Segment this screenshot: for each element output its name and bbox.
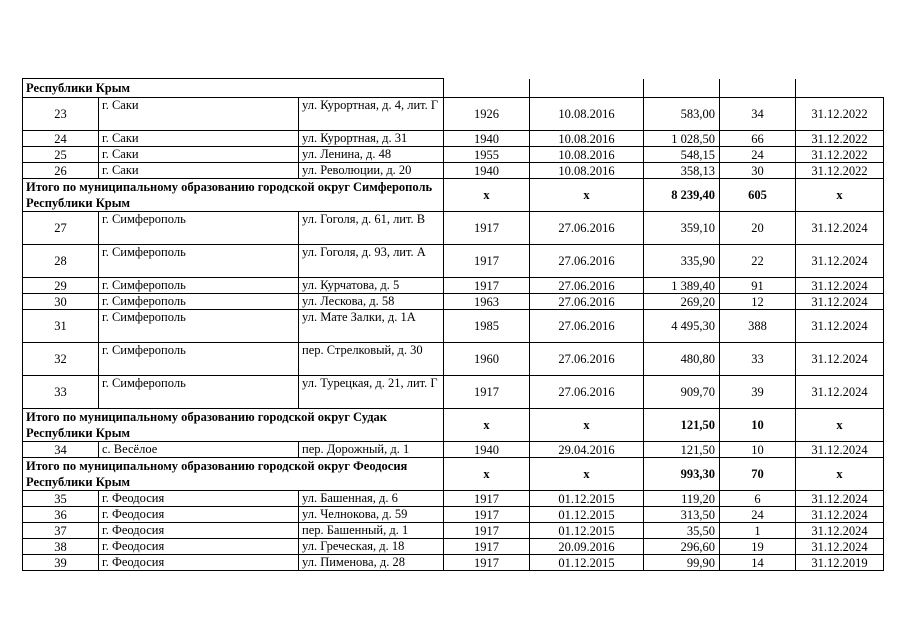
table-row [23, 343, 884, 376]
row-area: 583,00 [644, 98, 720, 131]
subtotal-area: 121,50 [644, 409, 720, 442]
row-settlement: г. Феодосия [99, 555, 299, 571]
row-area: 359,10 [644, 212, 720, 245]
row-settlement: г. Саки [99, 147, 299, 163]
table-row [23, 310, 884, 343]
row-count: 20 [720, 212, 796, 245]
row-number: 24 [23, 131, 99, 147]
row-settlement: г. Феодосия [99, 491, 299, 507]
row-count: 19 [720, 539, 796, 555]
empty-cell [444, 79, 530, 98]
row-address: ул. Турецкая, д. 21, лит. Г [299, 376, 444, 409]
row-address: ул. Греческая, д. 18 [299, 539, 444, 555]
row-settlement: г. Саки [99, 131, 299, 147]
row-settlement: г. Саки [99, 163, 299, 179]
table-row [23, 212, 884, 245]
row-year: 1963 [444, 294, 530, 310]
row-deadline: 31.12.2019 [796, 555, 884, 571]
subtotal-row [23, 179, 884, 212]
table-row [23, 491, 884, 507]
row-deadline: 31.12.2022 [796, 163, 884, 179]
row-settlement: г. Феодосия [99, 523, 299, 539]
row-year: 1917 [444, 507, 530, 523]
subtotal-year: х [444, 179, 530, 212]
row-deadline: 31.12.2024 [796, 539, 884, 555]
row-area: 480,80 [644, 343, 720, 376]
row-number: 30 [23, 294, 99, 310]
row-year: 1926 [444, 98, 530, 131]
row-count: 66 [720, 131, 796, 147]
row-year: 1960 [444, 343, 530, 376]
subtotal-year: х [444, 458, 530, 491]
row-number: 38 [23, 539, 99, 555]
row-area: 358,13 [644, 163, 720, 179]
row-area: 4 495,30 [644, 310, 720, 343]
row-count: 39 [720, 376, 796, 409]
row-number: 26 [23, 163, 99, 179]
row-count: 12 [720, 294, 796, 310]
subtotal-row [23, 458, 884, 491]
row-number: 34 [23, 442, 99, 458]
row-year: 1917 [444, 212, 530, 245]
subtotal-count: 10 [720, 409, 796, 442]
row-number: 33 [23, 376, 99, 409]
row-area: 909,70 [644, 376, 720, 409]
table-row [23, 245, 884, 278]
row-number: 39 [23, 555, 99, 571]
subtotal-area: 8 239,40 [644, 179, 720, 212]
subtotal-year: х [444, 409, 530, 442]
row-year: 1917 [444, 555, 530, 571]
row-number: 37 [23, 523, 99, 539]
row-settlement: г. Симферополь [99, 294, 299, 310]
subtotal-label: Итого по муниципальному образованию городской округ Феодосия Республики Крым [23, 458, 444, 491]
table-row [23, 98, 884, 131]
row-area: 335,90 [644, 245, 720, 278]
region-header-row [23, 79, 884, 98]
row-address: ул. Гоголя, д. 93, лит. А [299, 245, 444, 278]
subtotal-area: 993,30 [644, 458, 720, 491]
row-year: 1917 [444, 245, 530, 278]
row-number: 27 [23, 212, 99, 245]
table-row [23, 507, 884, 523]
row-area: 35,50 [644, 523, 720, 539]
row-date: 27.06.2016 [530, 376, 644, 409]
row-settlement: с. Весёлое [99, 442, 299, 458]
row-number: 28 [23, 245, 99, 278]
table-row [23, 555, 884, 571]
row-settlement: г. Симферополь [99, 343, 299, 376]
row-address: ул. Курчатова, д. 5 [299, 278, 444, 294]
subtotal-deadline: х [796, 458, 884, 491]
row-date: 01.12.2015 [530, 523, 644, 539]
row-deadline: 31.12.2024 [796, 245, 884, 278]
subtotal-label: Итого по муниципальному образованию городской округ Судак Республики Крым [23, 409, 444, 442]
row-address: ул. Мате Залки, д. 1А [299, 310, 444, 343]
row-year: 1940 [444, 131, 530, 147]
row-date: 27.06.2016 [530, 245, 644, 278]
subtotal-deadline: х [796, 409, 884, 442]
row-deadline: 31.12.2022 [796, 131, 884, 147]
row-count: 34 [720, 98, 796, 131]
subtotal-date: х [530, 409, 644, 442]
subtotal-count: 70 [720, 458, 796, 491]
row-area: 1 389,40 [644, 278, 720, 294]
row-deadline: 31.12.2024 [796, 212, 884, 245]
row-count: 33 [720, 343, 796, 376]
table-row [23, 376, 884, 409]
row-date: 27.06.2016 [530, 294, 644, 310]
row-settlement: г. Симферополь [99, 310, 299, 343]
row-year: 1940 [444, 442, 530, 458]
row-address: ул. Пименова, д. 28 [299, 555, 444, 571]
row-area: 269,20 [644, 294, 720, 310]
row-count: 91 [720, 278, 796, 294]
row-settlement: г. Симферополь [99, 212, 299, 245]
row-date: 27.06.2016 [530, 310, 644, 343]
row-count: 14 [720, 555, 796, 571]
row-area: 548,15 [644, 147, 720, 163]
row-count: 10 [720, 442, 796, 458]
row-address: ул. Лескова, д. 58 [299, 294, 444, 310]
row-number: 29 [23, 278, 99, 294]
subtotal-deadline: х [796, 179, 884, 212]
row-deadline: 31.12.2024 [796, 294, 884, 310]
row-date: 10.08.2016 [530, 163, 644, 179]
table-row [23, 442, 884, 458]
row-year: 1917 [444, 376, 530, 409]
row-deadline: 31.12.2022 [796, 98, 884, 131]
row-date: 01.12.2015 [530, 491, 644, 507]
row-count: 1 [720, 523, 796, 539]
empty-cell [530, 79, 644, 98]
row-year: 1917 [444, 523, 530, 539]
row-settlement: г. Саки [99, 98, 299, 131]
row-deadline: 31.12.2024 [796, 376, 884, 409]
row-number: 25 [23, 147, 99, 163]
row-area: 1 028,50 [644, 131, 720, 147]
subtotal-label: Итого по муниципальному образованию городской округ Симферополь Республики Крым [23, 179, 444, 212]
row-address: ул. Гоголя, д. 61, лит. В [299, 212, 444, 245]
row-date: 10.08.2016 [530, 131, 644, 147]
row-settlement: г. Симферополь [99, 245, 299, 278]
empty-cell [644, 79, 720, 98]
row-address: ул. Башенная, д. 6 [299, 491, 444, 507]
row-area: 296,60 [644, 539, 720, 555]
row-date: 10.08.2016 [530, 147, 644, 163]
row-count: 22 [720, 245, 796, 278]
region-header: Республики Крым [23, 79, 444, 98]
row-year: 1940 [444, 163, 530, 179]
row-address: ул. Курортная, д. 31 [299, 131, 444, 147]
row-year: 1985 [444, 310, 530, 343]
row-count: 30 [720, 163, 796, 179]
row-deadline: 31.12.2024 [796, 491, 884, 507]
row-count: 24 [720, 507, 796, 523]
subtotal-row [23, 409, 884, 442]
row-deadline: 31.12.2022 [796, 147, 884, 163]
row-date: 01.12.2015 [530, 507, 644, 523]
row-year: 1917 [444, 278, 530, 294]
subtotal-count: 605 [720, 179, 796, 212]
row-address: пер. Дорожный, д. 1 [299, 442, 444, 458]
table-row [23, 131, 884, 147]
row-year: 1917 [444, 539, 530, 555]
table-row [23, 294, 884, 310]
subtotal-date: х [530, 458, 644, 491]
row-date: 27.06.2016 [530, 278, 644, 294]
table-row [23, 539, 884, 555]
row-year: 1917 [444, 491, 530, 507]
row-address: ул. Курортная, д. 4, лит. Г [299, 98, 444, 131]
row-count: 24 [720, 147, 796, 163]
row-date: 20.09.2016 [530, 539, 644, 555]
row-date: 01.12.2015 [530, 555, 644, 571]
row-date: 27.06.2016 [530, 212, 644, 245]
row-address: ул. Ленина, д. 48 [299, 147, 444, 163]
row-number: 35 [23, 491, 99, 507]
row-year: 1955 [444, 147, 530, 163]
row-date: 27.06.2016 [530, 343, 644, 376]
row-address: пер. Башенный, д. 1 [299, 523, 444, 539]
row-number: 23 [23, 98, 99, 131]
empty-cell [796, 79, 884, 98]
row-number: 32 [23, 343, 99, 376]
row-deadline: 31.12.2024 [796, 278, 884, 294]
row-deadline: 31.12.2024 [796, 507, 884, 523]
table-row [23, 163, 884, 179]
row-area: 313,50 [644, 507, 720, 523]
table-row [23, 147, 884, 163]
row-deadline: 31.12.2024 [796, 310, 884, 343]
row-count: 388 [720, 310, 796, 343]
subtotal-date: х [530, 179, 644, 212]
row-deadline: 31.12.2024 [796, 442, 884, 458]
row-settlement: г. Феодосия [99, 507, 299, 523]
empty-cell [720, 79, 796, 98]
row-count: 6 [720, 491, 796, 507]
table-row [23, 523, 884, 539]
row-address: ул. Челнокова, д. 59 [299, 507, 444, 523]
row-settlement: г. Симферополь [99, 376, 299, 409]
table-row [23, 278, 884, 294]
row-area: 121,50 [644, 442, 720, 458]
row-area: 119,20 [644, 491, 720, 507]
row-number: 36 [23, 507, 99, 523]
row-settlement: г. Симферополь [99, 278, 299, 294]
row-date: 29.04.2016 [530, 442, 644, 458]
row-address: пер. Стрелковый, д. 30 [299, 343, 444, 376]
row-number: 31 [23, 310, 99, 343]
row-date: 10.08.2016 [530, 98, 644, 131]
registry-table [22, 78, 884, 571]
row-settlement: г. Феодосия [99, 539, 299, 555]
row-address: ул. Революции, д. 20 [299, 163, 444, 179]
row-deadline: 31.12.2024 [796, 523, 884, 539]
row-area: 99,90 [644, 555, 720, 571]
row-deadline: 31.12.2024 [796, 343, 884, 376]
